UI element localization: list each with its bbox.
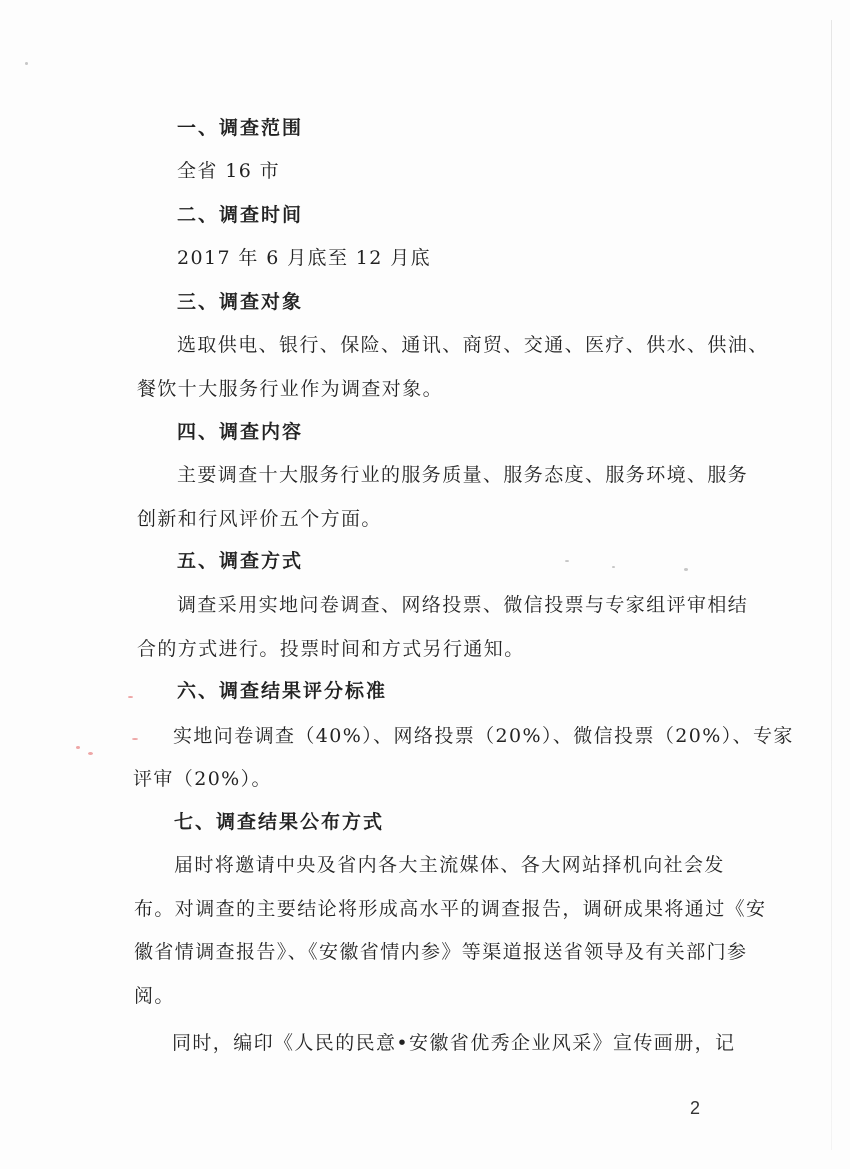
section-text-line: 2017 年 6 月底至 12 月底 [177,247,432,269]
section-text-line: 主要调查十大服务行业的服务质量、服务态度、服务环境、服务 [177,464,749,486]
page-number: 2 [690,1098,701,1118]
section-heading-time: 二、调查时间 [177,204,304,226]
section-text-line: 全省 16 市 [177,160,281,182]
section-text-line: 选取供电、银行、保险、通讯、商贸、交通、医疗、供水、供油、 [177,334,769,356]
section-heading-scoring: 六、调查结果评分标准 [177,680,388,702]
scan-speck [25,62,28,65]
scan-speck [612,566,615,568]
section-heading-subjects: 三、调查对象 [177,291,304,313]
section-text-line: 评审（20%）。 [133,768,272,790]
page-edge-shadow [831,20,832,1150]
scan-speck [76,746,80,749]
section-heading-content: 四、调查内容 [177,421,304,443]
scan-speck [132,738,138,740]
section-heading-method: 五、调查方式 [177,550,304,572]
section-heading-publication: 七、调查结果公布方式 [174,811,385,833]
section-text-line: 布。对调查的主要结论将形成高水平的调查报告，调研成果将通过《安 [134,898,767,920]
section-text-line: 餐饮十大服务行业作为调查对象。 [137,378,444,400]
section-heading-scope: 一、调查范围 [177,117,304,139]
section-text-line: 实地问卷调查（40%）、网络投票（20%）、微信投票（20%）、专家 [173,725,794,747]
section-text-line: 届时将邀请中央及省内各大主流媒体、各大网站择机向社会发 [174,854,725,876]
scan-speck [565,560,569,562]
closing-text-line: 同时，编印《人民的民意•安徽省优秀企业风采》宣传画册，记 [172,1032,736,1054]
section-text-line: 创新和行风评价五个方面。 [137,508,382,530]
section-text-line: 徽省情调查报告》、《安徽省情内参》等渠道报送省领导及有关部门参 [134,941,748,963]
section-text-line: 阅。 [134,985,175,1007]
scan-speck [684,568,688,571]
scan-speck [128,696,133,698]
section-text-line: 调查采用实地问卷调查、网络投票、微信投票与专家组评审相结 [177,594,749,616]
scan-speck [88,752,93,755]
section-text-line: 合的方式进行。投票时间和方式另行通知。 [137,638,525,660]
